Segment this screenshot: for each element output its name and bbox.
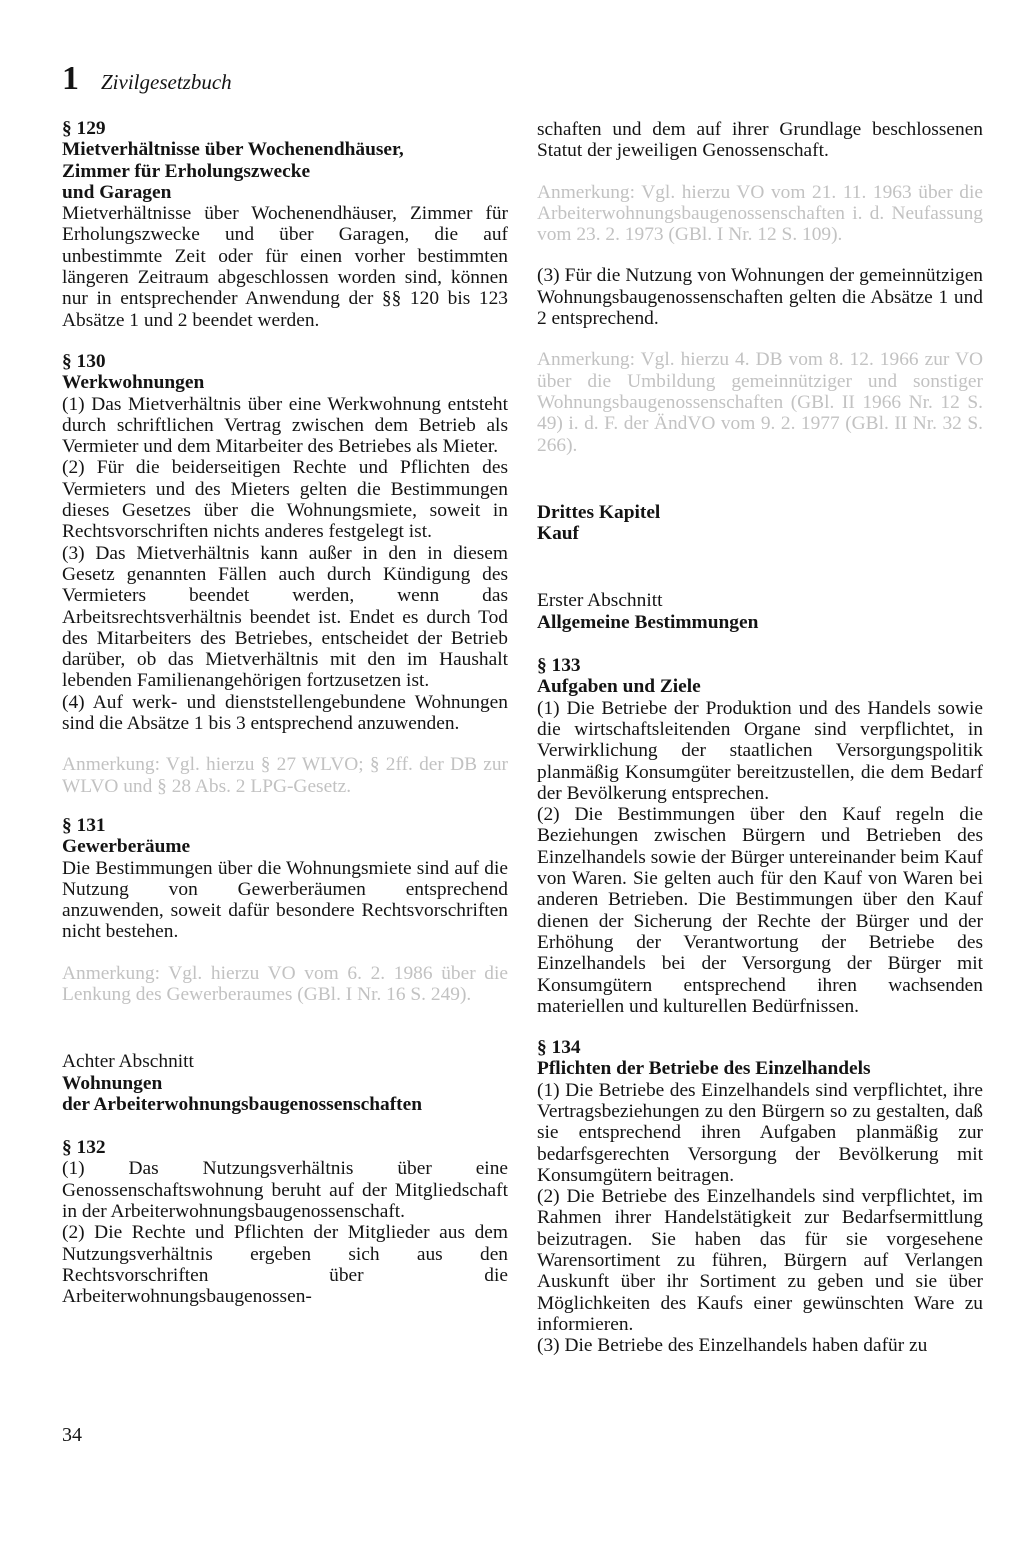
section-130 xyxy=(62,351,508,797)
paragraph: (1) Die Betriebe der Produktion und des Handels sowie die wirtschaftsleitenden Organe sind verpflichtet, in Verwirklichung der staatlichen Versorgungspolitik planmäßig Konsumgüter bereitzustellen, die dem Bedarf der Bevölkerung entsprechen. xyxy=(537,697,983,804)
section-title: Werkwohnungen xyxy=(62,372,205,394)
section-number: § 134 xyxy=(537,1037,581,1059)
section-title-line: Zimmer für Erholungszwecke xyxy=(62,160,311,182)
paragraph: (2) Die Rechte und Pflichten der Mitglieder aus dem Nutzungsverhältnis ergeben sich aus den Rechtsvorschriften über die Arbeiterwohnungsbaugenossen- xyxy=(62,1222,508,1308)
section-133 xyxy=(537,655,983,1017)
section-number: § 130 xyxy=(62,350,106,372)
paragraph: (3) Das Mietverhältnis kann außer in den in diesem Gesetz genannten Fällen auch durch Kündigung des Vermieters beendet werden, wenn das Arbeitsrechtsverhältnis beendet ist. Endet es durch Tod des Mitarbeiters des Betriebes, entscheidet der Betrieb darüber, ob das Mietverhältnis mit den im Haushalt lebenden Familienangehörigen fortzusetzen ist. xyxy=(62,542,508,692)
section-number: § 129 xyxy=(62,118,106,139)
paragraph: (1) Das Mietverhältnis über eine Werkwohnung entsteht durch schriftlichen Vertrag zwischen dem Betrieb als Vermieter und dem Mitarbeiter des Betriebes als Mieter. xyxy=(62,393,508,458)
section-8-heading xyxy=(62,1051,508,1115)
section-body: Die Bestimmungen über die Wohnungsmiete sind auf die Nutzung von Gewerberäumen entsprechend anzuwenden, soweit dafür besondere Rechtsvorschriften nicht bestehen. xyxy=(62,857,508,943)
right-column xyxy=(537,119,983,1357)
page-header xyxy=(62,60,232,98)
paragraph: (2) Die Betriebe des Einzelhandels sind verpflichtet, im Rahmen ihrer Handelstätigkeit zur Bedarfsermittlung beizutragen. Sie haben das für sie vorgesehene Warensortiment zu führen, Bürgern auf Verlangen Auskunft über ihr Sortiment zu geben und sie über Möglichkeiten des Kaufs einer gewünschten Ware zu informieren. xyxy=(537,1186,983,1335)
paragraph: (3) Die Betriebe des Einzelhandels haben dafür zu xyxy=(537,1335,928,1357)
section-title: Gewerberäume xyxy=(62,836,191,858)
section-title: Pflichten der Betriebe des Einzelhandels xyxy=(537,1058,871,1080)
section-title-line: Mietverhältnisse über Wochenendhäuser, xyxy=(62,139,404,161)
section-number: § 131 xyxy=(62,814,106,836)
annotation-note: Anmerkung: Vgl. hierzu 4. DB vom 8. 12. 1966 zur VO über die Umbildung gemeinnütziger und sonstiger Wohnungsbaugenossenschaften (GBl. II 1966 Nr. 12 S. 49) i. d. F. der ÄndVO vom 9. 2. 1977 (GBl. II Nr. 32 S. 266). xyxy=(537,349,983,456)
section-number: § 132 xyxy=(62,1137,106,1159)
chapter-3-heading xyxy=(537,502,983,545)
paragraph: (2) Die Bestimmungen über den Kauf regeln die Beziehungen zwischen Bürgern und Betrieben des Einzelhandels sowie der Bürger untereinander beim Kauf von Waren. Sie gelten auch für den Kauf von Waren bei anderen Betrieben. Die Bestimmungen über den Kauf dienen der Sicherung der Rechte der Bürger und der Erhöhung der Verantwortung der Betriebe des Einzelhandels bei der Versorgung der Bürger mit Konsumgütern entsprechend ihren wachsenden materiellen und kulturellen Bedürfnissen. xyxy=(537,804,983,1017)
running-title: Zivilgesetzbuch xyxy=(101,70,232,94)
section-131 xyxy=(62,815,508,1005)
section-134 xyxy=(537,1037,983,1356)
page-number: 34 xyxy=(62,1424,82,1446)
paragraph: (3) Für die Nutzung von Wohnungen der gemeinnützigen Wohnungsbaugenossenschaften gelten die Absätze 1 und 2 entsprechend. xyxy=(537,265,983,330)
subdivision-title: Allgemeine Bestimmungen xyxy=(537,611,759,633)
subdivision-label: Achter Abschnitt xyxy=(62,1051,194,1073)
chapter-label: Drittes Kapitel xyxy=(537,501,661,523)
section-title: Aufgaben und Ziele xyxy=(537,676,701,698)
paragraph-continuation: schaften und dem auf ihrer Grundlage beschlossenen Statut der jeweiligen Genossenschaft. xyxy=(537,119,983,162)
paragraph: (1) Die Betriebe des Einzelhandels sind verpflichtet, ihre Vertragsbeziehungen zu den Bürgern so zu gestalten, daß sie entsprechend ihren Aufgaben planmäßig zur bedarfsgerechten Versorgung der Bevölkerung mit Konsumgütern beitragen. xyxy=(537,1079,983,1186)
chapter-number: 1 xyxy=(62,60,79,97)
section-body: Mietverhältnisse über Wochenendhäuser, Zimmer für Erholungszwecke und über Garagen, die auf unbestimmte Zeit oder für einen vorher bestimmten längeren Zeitraum abgeschlossen worden sind, können nur in entsprechender Anwendung der §§ 120 bis 123 Absätze 1 und 2 beendet werden. xyxy=(62,203,508,331)
section-132 xyxy=(62,1137,508,1307)
paragraph: (1) Das Nutzungsverhältnis über eine Genossenschaftswohnung beruht auf der Mitgliedschaft in der Arbeiterwohnungsbaugenossenschaft. xyxy=(62,1158,508,1223)
subdivision-title-line: der Arbeiterwohnungsbaugenossenschaften xyxy=(62,1093,423,1115)
subdivision-title-line: Wohnungen xyxy=(62,1072,163,1094)
subdivision-label: Erster Abschnitt xyxy=(537,590,663,612)
section-number: § 133 xyxy=(537,655,581,677)
paragraph: (2) Für die beiderseitigen Rechte und Pflichten des Vermieters und des Mieters gelten die Bestimmungen dieses Gesetzes über die Wohnungsmiete, soweit in Rechtsvorschriften nichts anderes festgelegt ist. xyxy=(62,457,508,543)
section-129 xyxy=(62,118,508,331)
paragraph: (4) Auf werk- und dienststellengebundene Wohnungen sind die Absätze 1 bis 3 entsprechend anzuwenden. xyxy=(62,691,508,735)
section-title-line: und Garagen xyxy=(62,181,172,203)
chapter-title: Kauf xyxy=(537,523,580,545)
section-1-heading xyxy=(537,590,983,633)
left-column xyxy=(62,118,508,1308)
annotation-note: Anmerkung: Vgl. hierzu § 27 WLVO; § 2ff. der DB zur WLVO und § 28 Abs. 2 LPG-Gesetz. xyxy=(62,754,508,797)
annotation-note: Anmerkung: Vgl. hierzu VO vom 6. 2. 1986 über die Lenkung des Gewerberaumes (GBl. I Nr. 16 S. 249). xyxy=(62,962,508,1005)
annotation-note: Anmerkung: Vgl. hierzu VO vom 21. 11. 1963 über die Arbeiterwohnungsbaugenossenschaften i. d. Neufassung vom 23. 2. 1973 (GBl. I Nr. 12 S. 109). xyxy=(537,181,983,246)
